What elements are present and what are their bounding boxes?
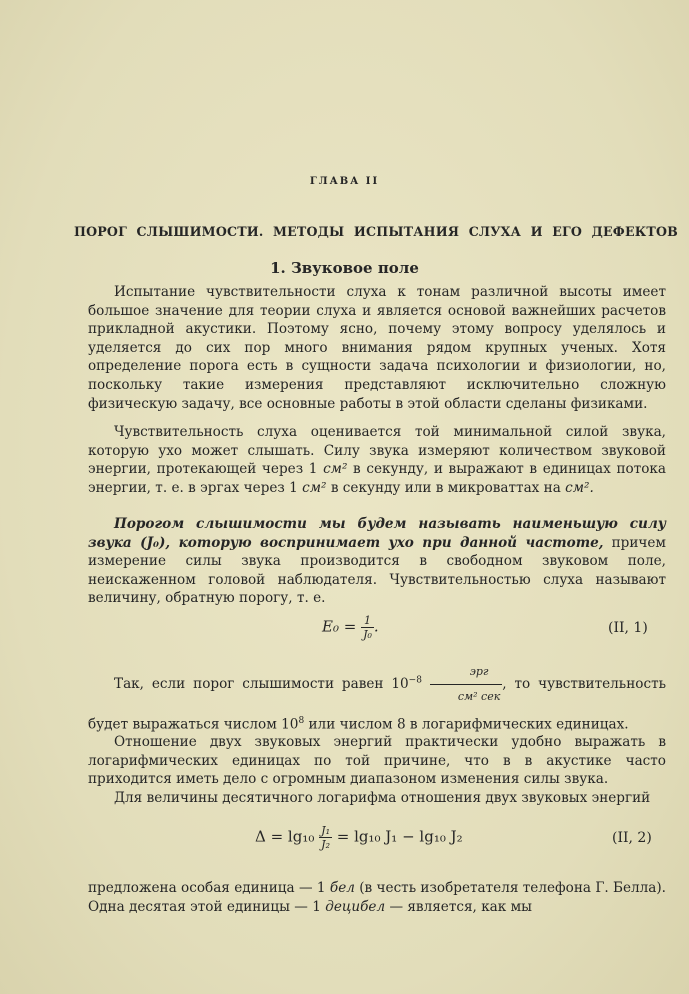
p2-text-b: в секунду, и выражают в единицах потока энергии, т. е. в эргах через 1 (88, 461, 667, 496)
paragraph-7 (88, 879, 666, 916)
paragraph-4-block (88, 660, 666, 737)
unit-bel: бел (329, 880, 355, 896)
eq1-fraction (361, 614, 374, 641)
unit-cm2-1: см² (323, 461, 348, 478)
eq1-numerator: 1 (361, 614, 374, 628)
paragraph-1-block (88, 283, 666, 413)
p4-text-a: Так, если порог слышимости равен 10 (114, 676, 409, 692)
p2-text-c: в секунду или в микроваттах на (330, 479, 561, 496)
p7-text-b: (в честь изобретателя телефона Г. Белла). Одна десятая этой единицы — 1 (88, 880, 667, 915)
p3-text-rest: причем измерение силы звука производится в свободном звуковом поле, неискаженном головой наблюдателя. Чувствительностью слуха называют величину, обратную порогу, т. е. (88, 534, 667, 607)
paragraph-2 (88, 423, 666, 497)
paragraph-3-block (88, 515, 666, 608)
equation-2 (255, 824, 463, 851)
paragraph-7-block (88, 879, 666, 916)
unit-cm2-3: см². (565, 479, 594, 496)
equation-1-number: (II, 1) (608, 620, 648, 636)
eq2-numerator: J₁ (321, 824, 330, 837)
unit-decibel: децибел (325, 898, 386, 915)
paragraph-4 (88, 660, 666, 737)
equation-2-number: (II, 2) (612, 830, 652, 846)
paragraph-2-block (88, 423, 666, 497)
p7-text-a: предложена особая единица — 1 (88, 880, 326, 896)
section-title: 1. Звуковое поле (270, 259, 419, 277)
p4-exponent-2: 8 (298, 716, 305, 726)
eq1-denominator: J₀ (363, 628, 372, 641)
paragraph-3 (88, 515, 666, 608)
eq2-rhs: = lg₁₀ J₁ − lg₁₀ J₂ (336, 827, 463, 846)
eq1-tail: . (373, 617, 379, 636)
unit-cm2-2: см² (302, 479, 327, 496)
equation-1 (322, 614, 379, 641)
eq2-fraction (319, 824, 332, 851)
paragraph-6: Для величины десятичного логарифма отношения двух звуковых энергий (114, 790, 651, 806)
erg-denominator: см² сек (457, 690, 501, 703)
paragraph-5-block (88, 733, 666, 789)
eq1-lhs: E₀ = (322, 617, 357, 636)
erg-fraction (430, 660, 502, 709)
paragraph-5: Отношение двух звуковых энергий практически удобно выражать в логарифмических единицах по той причине, что в в акустике часто приходится иметь дело с огромным диапазоном изменения силы звука. (88, 734, 666, 788)
p4-exponent: −8 (408, 675, 422, 686)
chapter-title: ПОРОГ СЛЫШИМОСТИ. МЕТОДЫ ИСПЫТАНИЯ СЛУХА И ЕГО ДЕФЕКТОВ (74, 224, 678, 239)
p4-text-c: или числом 8 в логарифмических единицах. (308, 716, 629, 733)
threshold-definition: Порогом слышимости мы будем называть наименьшую силу звука (J₀), которую воспринимает ухо при данной частоте, (88, 516, 666, 551)
paragraph-1: Испытание чувствительности слуха к тонам различной высоты имеет большое значение для теории слуха и является основой важнейших расчетов прикладной акустики. Поэтому ясно, почему этому вопросу уделялось и уделяется до сих пор много внимания рядом крупных ученых. Хотя определение порога есть в сущности задача психологии и физиологии, но, поскольку такие измерения представляют исключительно сложную физическую задачу, все основные работы в этой области сделаны физиками. (88, 284, 666, 412)
eq2-denominator: J₂ (321, 838, 330, 851)
p2-text-a: Чувствительность слуха оценивается той минимальной силой звука, которую ухо может слышать. Силу звука измеряют количеством звуковой энергии, протекающей через 1 (88, 424, 666, 478)
p7-text-c: — является, как мы (389, 898, 532, 915)
p4-text-b: , то чувствительность будет выражаться числом 10 (88, 676, 666, 733)
paragraph-6-block (88, 789, 666, 808)
eq2-lhs: Δ = lg₁₀ (255, 827, 315, 846)
erg-numerator: эрг (430, 660, 502, 685)
chapter-label: ГЛАВА II (309, 176, 380, 187)
